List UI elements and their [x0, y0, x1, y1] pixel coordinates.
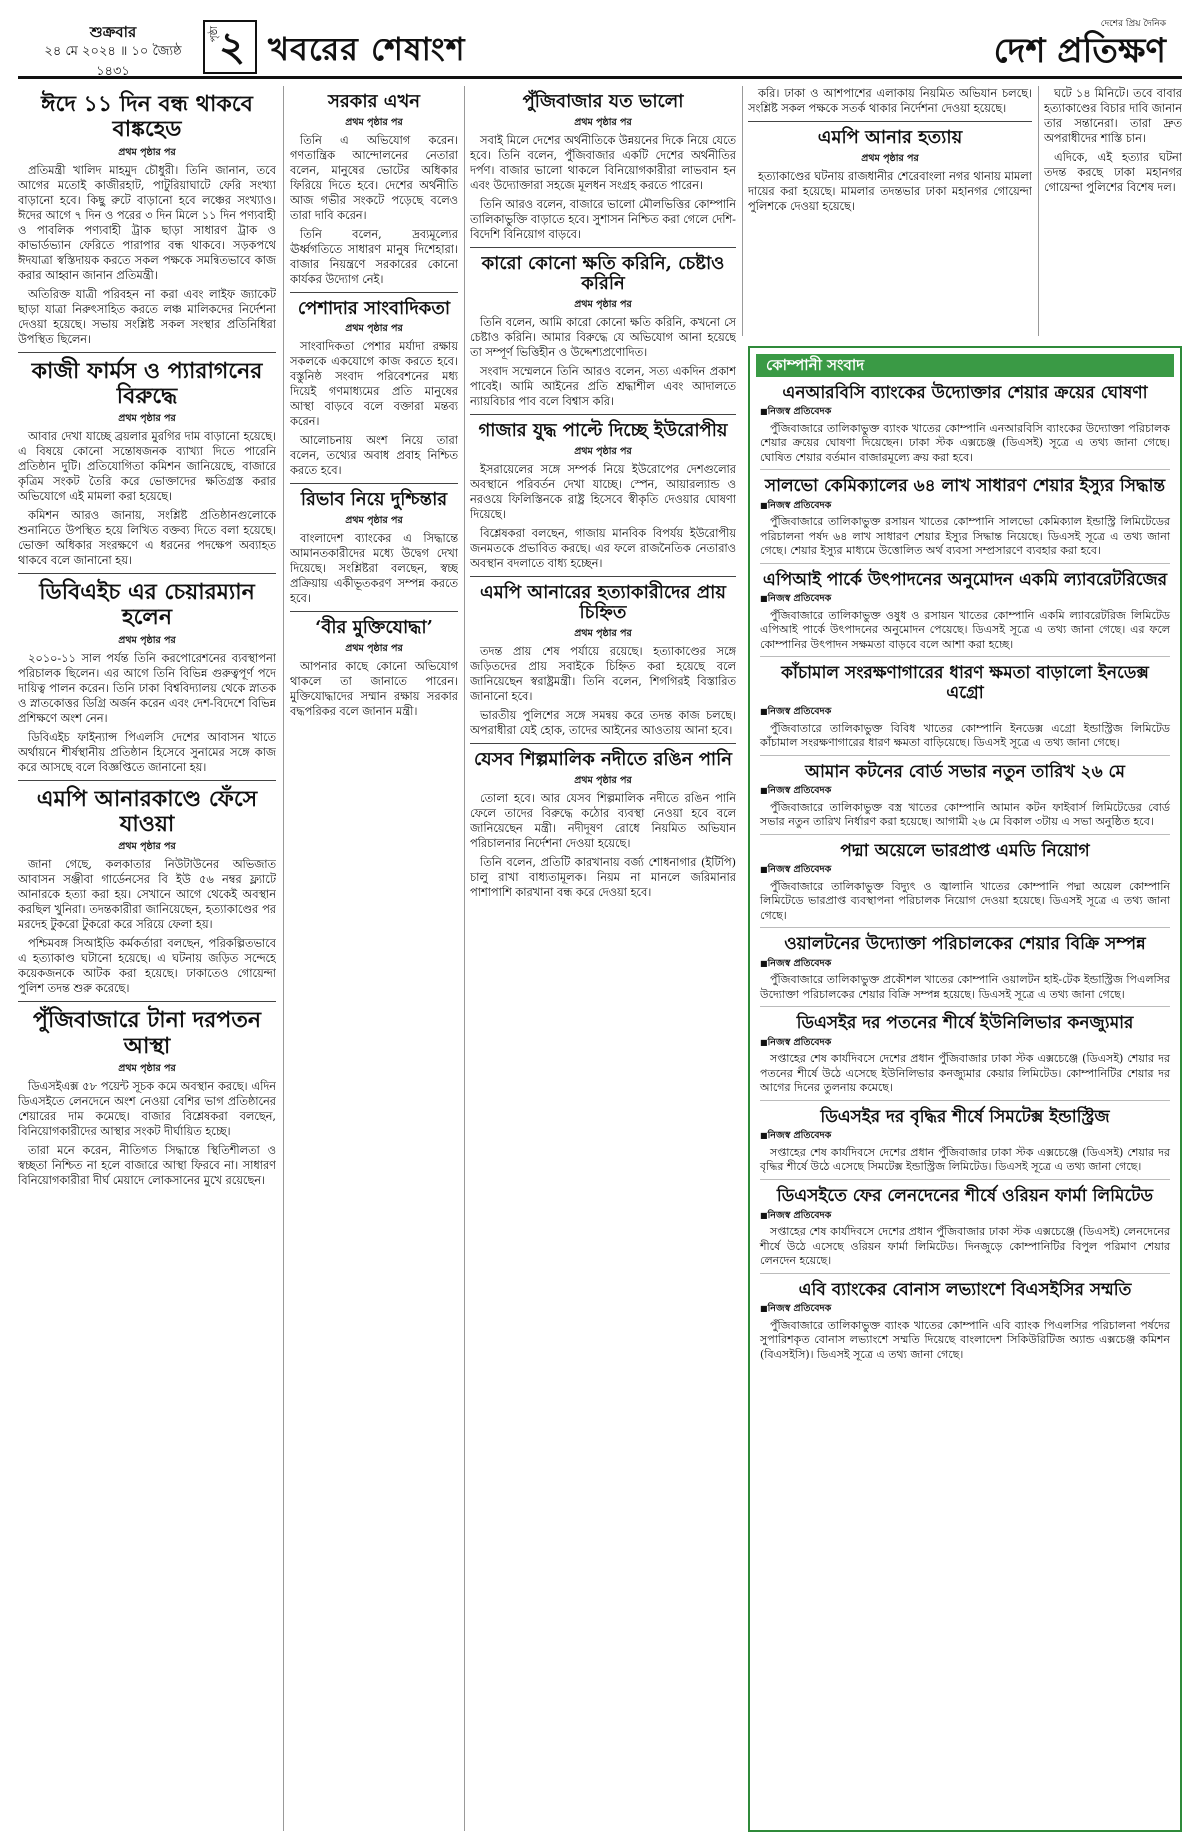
- news-divider: [760, 1273, 1170, 1274]
- continued-note: প্রথম পৃষ্ঠার পর: [118, 413, 176, 425]
- section-title: খবরের শেষাংশ: [268, 30, 466, 68]
- news-divider: [760, 755, 1170, 756]
- article-paragraph: ২০১০-১১ সাল পর্যন্ত তিনি করপোরেশনের ব্যবস্থাপনা পরিচালক ছিলেন। এর আগে তিনি বিভিন্ন গুরুত্বপূর্ণ পদে দায়িত্ব পালন করেন। তিনি ঢাকা বিশ্ববিদ্যালয় থেকে স্নাতক ও স্নাতকোত্তর ডিগ্রি অর্জন করেন এবং দেশ-বিদেশে বিভিন্ন প্রশিক্ষণে অংশ নেন।: [18, 651, 276, 725]
- continued-note: প্রথম পৃষ্ঠার পর: [574, 299, 632, 311]
- article: [470, 743, 736, 900]
- news-headline: এনআরবিসি ব্যাংকের উদ্যোক্তার শেয়ার ক্রয়ের ঘোষণা: [782, 382, 1148, 403]
- article-headline: ডিবিএইচ এর চেয়ারম্যান হলেন: [39, 579, 255, 631]
- article-headline: পুঁজিবাজার যত ভালো: [522, 91, 684, 112]
- article-paragraph: তোলা হবে। আর যেসব শিল্পমালিক নদীতে রঙিন পানি ফেলে তাদের বিরুদ্ধে কঠোর ব্যবস্থা নেওয়া হবে বলে জানিয়েছেন মন্ত্রী। নদীদূষণ রোধে নিয়মিত অভিযান পরিচালনার নির্দেশনা দেওয়া হয়েছে।: [470, 791, 736, 850]
- article-divider: [290, 611, 458, 612]
- company-news-item: [760, 384, 1170, 466]
- article-paragraph: আপনার কাছে কোনো অভিযোগ থাকলে তা জানাতে পারেন। মুক্তিযোদ্ধাদের সম্মান রক্ষায় সরকার বদ্ধপরিকর বলে জানান মন্ত্রী।: [290, 659, 458, 718]
- article-headline: যেসব শিল্পমালিক নদীতে রঙিন পানি: [473, 749, 733, 771]
- news-headline: সালভো কেমিক্যালের ৬৪ লাখ সাধারণ শেয়ার ইস্যুর সিদ্ধান্ত: [764, 476, 1166, 497]
- article-paragraph: সাংবাদিকতা পেশার মর্যাদা রক্ষায় সকলকে একযোগে কাজ করতে হবে। বস্তুনিষ্ঠ সংবাদ পরিবেশনের মধ্য দিয়েই গণমাধ্যমের প্রতি মানুষের আস্থা বাড়বে বলে বক্তারা মন্তব্য করেন।: [290, 340, 458, 429]
- page-label: পৃষ্ঠা: [209, 26, 220, 43]
- news-headline: ডিএসইর দর পতনের শীর্ষে ইউনিলিভার কনজ্যুমার: [796, 1013, 1134, 1034]
- column-3: [470, 86, 736, 1831]
- continued-note: প্রথম পৃষ্ঠার পর: [118, 1062, 176, 1074]
- article-paragraph: ঘটে ১৪ মিনিটে। তবে বাবার হত্যাকাণ্ডের বিচার দাবি জানান তার সন্তানেরা। তারা দ্রুত অপরাধীদের শাস্তি চান।: [1044, 87, 1182, 145]
- news-headline: এবি ব্যাংকের বোনাস লভ্যাংশে বিএসইসির সম্মতি: [798, 1279, 1132, 1300]
- column-divider: [283, 86, 284, 1831]
- article-headline: ‘বীর মুক্তিযোদ্ধা’: [315, 617, 433, 639]
- continued-note: প্রথম পৃষ্ঠার পর: [118, 146, 176, 158]
- article-divider: [470, 576, 736, 577]
- column-2: [290, 86, 458, 1831]
- article-paragraph: তিনি এ অভিযোগ করেন। গণতান্ত্রিক আন্দোলনের নেতারা বলেন, মানুষের ভোটের অধিকার ফিরিয়ে দিতে হবে। দেশের অর্থনীতি আজ গভীর সংকটে পড়েছে বলেও তারা দাবি করেন।: [290, 133, 458, 222]
- article: [18, 573, 276, 775]
- news-body: পুঁজিবাতারে তালিকাভুক্ত বিবিধ খাতের কোম্পানি ইনডেক্স এগ্রো ইন্ডাস্ট্রিজ লিমিটেড কাঁচামাল সংরক্ষণাগারের ধারণ ক্ষমতা বাড়িয়েছে। ডিএসই সূত্রে এ তথ্য জানা গেছে।: [760, 721, 1170, 750]
- column-4: [748, 86, 1032, 336]
- company-news-item: [760, 563, 1170, 653]
- article: [290, 611, 458, 719]
- article-paragraph: অতিরিক্ত যাত্রী পরিবহন না করা এবং লাইফ জ্যাকেট ছাড়া যাত্রা নিরুৎসাহিত করতে লঞ্চ মালিকদের নির্দেশনা দেওয়া হয়েছে। সভায় সংশ্লিষ্ট সকল সংস্থার প্রতিনিধিরা উপস্থিত ছিলেন।: [18, 287, 276, 346]
- article-headline: গাজার যুদ্ধ পাল্টে দিচ্ছে ইউরোপীয়: [478, 420, 728, 442]
- news-divider: [760, 834, 1170, 835]
- continued-note: প্রথম পৃষ্ঠার পর: [574, 116, 632, 128]
- article-headline: সরকার এখন: [327, 91, 421, 112]
- news-headline: ডিএসইতে ফের লেনদেনের শীর্ষে ওরিয়ন ফার্মা লিমিটেড: [776, 1185, 1154, 1206]
- article-paragraph: তিনি বলেন, দ্রব্যমূল্যের ঊর্ধ্বগতিতে সাধারণ মানুষ দিশেহারা। বাজার নিয়ন্ত্রণে সরকারের কোনো কার্যকর উদ্যোগ নেই।: [290, 227, 458, 286]
- article-divider: [470, 247, 736, 248]
- news-divider: [760, 1100, 1170, 1101]
- news-body: পুঁজিবাজারে তালিকাভুক্ত প্রকৌশল খাতের কোম্পানি ওয়ালটন হাই-টেক ইন্ডাস্ট্রিজ পিএলসির উদ্যোক্তা পরিচালকের শেয়ার বিক্রি সম্পন্ন হয়েছে। ডিএসই সূত্রে এ তথ্য জানা গেছে।: [760, 973, 1170, 1001]
- company-news-title: কোম্পানী সংবাদ: [756, 354, 1174, 377]
- news-headline: আমান কটনের বোর্ড সভার নতুন তারিখ ২৬ মে: [805, 761, 1125, 782]
- news-byline: ■ নিজস্ব প্রতিবেদক: [760, 1035, 1170, 1051]
- company-news-item: [760, 834, 1170, 924]
- company-news-item: [760, 755, 1170, 830]
- continued-note: প্রথম পৃষ্ঠার পর: [574, 774, 632, 786]
- company-news-item: [760, 1100, 1170, 1175]
- article-paragraph: জানা গেছে, কলকাতার নিউটাউনের অভিজাত আবাসন সঞ্জীবা গার্ডেনসের বি ইউ ৫৬ নম্বর ফ্ল্যাটে আনারকে হত্যা করা হয়। সেখানে আগে থেকেই অবস্থান করছিল খুনিরা। তদন্তকারীরা জানিয়েছেন, হত্যাকাণ্ডের পর মরদেহ টুকরো টুকরো করে সরিয়ে ফেলা হয়।: [18, 858, 276, 932]
- column-1: [18, 86, 276, 1831]
- article-divider: [290, 292, 458, 293]
- article-paragraph: কমিশন আরও জানায়, সংশ্লিষ্ট প্রতিষ্ঠানগুলোকে শুনানিতে উপস্থিত হয়ে লিখিত বক্তব্য দিতে বলা হয়েছে। ভোক্তা অধিকার সংরক্ষণে এ ধরনের পদক্ষেপ অব্যাহত থাকবে বলে জানানো হয়।: [18, 509, 276, 568]
- article-paragraph: তদন্ত প্রায় শেষ পর্যায়ে রয়েছে। হত্যাকাণ্ডের সঙ্গে জড়িতদের প্রায় সবাইকে চিহ্নিত করা হয়েছে বলে জানিয়েছেন স্বরাষ্ট্রমন্ত্রী। তিনি বলেন, শিগগিরই বিস্তারিত জানানো হবে।: [470, 645, 736, 704]
- article: [290, 92, 458, 287]
- company-news-item: [760, 469, 1170, 559]
- article-paragraph: ভারতীয় পুলিশের সঙ্গে সমন্বয় করে তদন্ত কাজ চলছে। অপরাধীরা যেই হোক, তাদের আইনের আওতায় আনা হবে।: [470, 709, 736, 738]
- news-headline: ওয়ালটনের উদ্যোক্তা পরিচালকের শেয়ার বিক্রি সম্পন্ন: [784, 934, 1146, 955]
- article: [18, 92, 276, 347]
- issue-date: [38, 22, 188, 82]
- article-divider: [18, 780, 276, 781]
- article-paragraph: পশ্চিমবঙ্গ সিআইডি কর্মকর্তারা বলছেন, পরিকল্পিতভাবে এ হত্যাকাণ্ড ঘটানো হয়েছে। এ ঘটনায় জড়িত সন্দেহে কয়েকজনকে আটক করা হয়েছে। ঢাকাতেও গোয়েন্দা পুলিশ তদন্ত শুরু করেছে।: [18, 937, 276, 996]
- article-paragraph: তিনি বলেন, আমি কারো কোনো ক্ষতি করিনি, কখনো সে চেষ্টাও করিনি। আমার বিরুদ্ধে যে অভিযোগ আনা হয়েছে তা সম্পূর্ণ ভিত্তিহীন ও উদ্দেশ্যপ্রণোদিত।: [470, 316, 736, 360]
- news-body: সপ্তাহের শেষ কার্যদিবসে দেশের প্রধান পুঁজিবাজার ঢাকা স্টক এক্সচেঞ্জে (ডিএসই) লেনদেনের শীর্ষে উঠে এসেছে ওরিয়ন ফার্মা লিমিটেড। দিনজুড়ে কোম্পানিটির বিপুল পরিমাণ শেয়ার লেনদেন হয়েছে।: [760, 1225, 1170, 1268]
- article-headline: কারো কোনো ক্ষতি করিনি, চেষ্টাও করিনি: [481, 252, 725, 295]
- logo-name: দেশ প্রতিক্ষণ: [993, 31, 1166, 71]
- article-paragraph: আলোচনায় অংশ নিয়ে তারা বলেন, তথ্যের অবাধ প্রবাহ নিশ্চিত করতে হবে।: [290, 434, 458, 478]
- news-body: পুঁজিবাজারে তালিকাভুক্ত ব্যাংক খাতের কোম্পানি এনআরবিসি ব্যাংকের উদ্যোক্তা পরিচালক শেয়ার ক্রয়ের ঘোষণা দিয়েছেন। ঢাকা স্টক এক্সচেঞ্জ (ডিএসই) সূত্রে এ তথ্য জানা গেছে। ঘোষিত শেয়ার বর্তমান বাজারমূল্যে ক্রয় করা হবে।: [760, 421, 1170, 464]
- news-byline: ■ নিজস্ব প্রতিবেদক: [760, 956, 1170, 972]
- article: [470, 247, 736, 409]
- continued-note: প্রথম পৃষ্ঠার পর: [345, 642, 403, 654]
- news-byline: ■ নিজস্ব প্রতিবেদক: [760, 404, 1170, 420]
- news-byline: ■ নিজস্ব প্রতিবেদক: [760, 1301, 1170, 1317]
- company-news-box: [748, 346, 1182, 1832]
- article-paragraph: বিশ্লেষকরা বলছেন, গাজায় মানবিক বিপর্যয় ইউরোপীয় জনমতকে প্রভাবিত করছে। এর ফলে রাজনৈতিক নেতারাও অবস্থান বদলাতে বাধ্য হচ্ছেন।: [470, 526, 736, 570]
- article-paragraph: সংবাদ সম্মেলনে তিনি আরও বলেন, সত্য একদিন প্রকাশ পাবেই। আমি আইনের প্রতি শ্রদ্ধাশীল এবং আদালতে ন্যায়বিচার পাব বলে বিশ্বাস করি।: [470, 365, 736, 409]
- article-headline: ঈদে ১১ দিন বন্ধ থাকবে বাঙ্কহেড: [41, 91, 253, 143]
- continued-note: প্রথম পৃষ্ঠার পর: [345, 515, 403, 527]
- news-byline: ■ নিজস্ব প্রতিবেদক: [760, 498, 1170, 514]
- article-paragraph: তারা মনে করেন, নীতিগত সিদ্ধান্তে স্থিতিশীলতা ও স্বচ্ছতা নিশ্চিত না হলে বাজারে আস্থা ফিরবে না। সাধারণ বিনিয়োগকারীরা দীর্ঘ মেয়াদে লোকসানের মুখে রয়েছেন।: [18, 1143, 276, 1187]
- company-news-list: [760, 384, 1170, 1363]
- company-news-item: [760, 1273, 1170, 1363]
- news-divider: [760, 1006, 1170, 1007]
- article-paragraph: আবার দেখা যাচ্ছে ব্রয়লার মুরগির দাম বাড়ানো হয়েছে। এ বিষয়ে কোনো সন্তোষজনক ব্যাখ্যা দিতে পারেনি প্রতিষ্ঠান দুটি। প্রতিযোগিতা কমিশন জানিয়েছে, বাজারে কৃত্রিম সংকট তৈরি করে ভোক্তাদের ক্ষতিগ্রস্ত করার অভিযোগে এই মামলা করা হয়েছে।: [18, 430, 276, 504]
- news-byline: ■ নিজস্ব প্রতিবেদক: [760, 704, 1170, 720]
- article: [748, 121, 1032, 214]
- article-paragraph: সবাই মিলে দেশের অর্থনীতিকে উন্নয়নের দিকে নিয়ে যেতে হবে। তিনি বলেন, পুঁজিবাজার একটি দেশের অর্থনীতির দর্পণ। বাজার ভালো থাকলে বিনিয়োগকারীরা লাভবান হন এবং উদ্যোক্তারা সহজে মূলধন সংগ্রহ করতে পারেন।: [470, 133, 736, 192]
- continued-note: প্রথম পৃষ্ঠার পর: [118, 841, 176, 853]
- article-paragraph: তিনি আরও বলেন, বাজারে ভালো মৌলভিত্তির কোম্পানি তালিকাভুক্তি বাড়াতে হবে। সুশাসন নিশ্চিত করা গেলে দেশি-বিদেশি বিনিয়োগ বাড়বে।: [470, 197, 736, 241]
- column-divider: [742, 86, 743, 336]
- issue-day: শুক্রবার: [89, 23, 137, 41]
- news-divider: [760, 469, 1170, 470]
- news-divider: [760, 563, 1170, 564]
- article: [290, 292, 458, 479]
- newspaper-logo: [994, 16, 1166, 71]
- article-headline: এমপি আনারের হত্যাকারীদের প্রায় চিহ্নিত: [480, 581, 726, 624]
- article-divider: [470, 743, 736, 744]
- page-number-box: [203, 20, 257, 74]
- continued-note: প্রথম পৃষ্ঠার পর: [345, 323, 403, 335]
- company-news-item: [760, 927, 1170, 1002]
- news-headline: এপিআই পার্কে উৎপাদনের অনুমোদন একমি ল্যাবরেটরিজের: [762, 569, 1168, 590]
- article-divider: [470, 414, 736, 415]
- article-paragraph: করি। ঢাকা ও আশপাশের এলাকায় নিয়মিত অভিযান চলছে। সংশ্লিষ্ট সকল পক্ষকে সতর্ক থাকার নির্দেশনা দেওয়া হয়েছে।: [748, 87, 1032, 115]
- news-byline: ■ নিজস্ব প্রতিবেদক: [760, 1208, 1170, 1224]
- article-divider: [18, 1001, 276, 1002]
- article-paragraph: ডিএসইএক্স ৫৮ পয়েন্ট সূচক কমে অবস্থান করছে। এদিন ডিএসইতে লেনদেনে অংশ নেওয়া বেশির ভাগ প্রতিষ্ঠানের শেয়ারের দাম কমেছে। বাজার বিশ্লেষকরা বলছেন, বিনিয়োগকারীদের আস্থার সংকট দীর্ঘায়িত হচ্ছে।: [18, 1079, 276, 1138]
- column-divider: [464, 86, 465, 1831]
- logo-tagline: দেশের প্রিয় দৈনিক: [1100, 19, 1166, 29]
- news-divider: [760, 656, 1170, 657]
- article-divider: [18, 352, 276, 353]
- article-divider: [748, 121, 1032, 122]
- news-body: পুঁজিবাজারে তালিকাভুক্ত ওষুধ ও রসায়ন খাতের কোম্পানি একমি ল্যাবরেটরিজ লিমিটেড এপিআই পার্কে উৎপাদনের অনুমোদন পেয়েছে। ডিএসই সূত্রে এ তথ্য জানা গেছে। এর ফলে কোম্পানির উৎপাদন সক্ষমতা বাড়বে বলে আশা করা হচ্ছে।: [760, 608, 1170, 651]
- article-paragraph: প্রতিমন্ত্রী খালিদ মাহমুদ চৌধুরী। তিনি জানান, তবে আগের মতোই কাজীরহাট, পাটুরিয়াঘাটে ফেরি সংখ্যা বাড়ানো হবে। কিছু রুটে বাড়ানো হবে লঞ্চের সংখ্যাও। ঈদের আগে ৭ দিন ও পরের ৩ দিন মিলে ১১ দিন পণ্যবাহী ও পাবলিক পণ্যবাহী ট্রাক ছাড়া সাধারণ ট্রাক ও কাভার্ডভ্যান ফেরিতে পারাপার বন্ধ থাকবে। সড়কপথে ঈদযাত্রা স্বস্তিদায়ক করতে সকল পক্ষকে সমন্বিতভাবে কাজ করার আহ্বান জানান প্রতিমন্ত্রী।: [18, 163, 276, 282]
- news-body: পুঁজিবাজারে তালিকাভুক্ত বস্ত্র খাতের কোম্পানি আমান কটন ফাইবার্স লিমিটেডের বোর্ড সভার নতুন তারিখ নির্ধারণ করা হয়েছে। আগামী ২৬ মে বিকাল ৩টায় এ সভা অনুষ্ঠিত হবে।: [760, 800, 1170, 829]
- article: [18, 352, 276, 569]
- article-divider: [18, 573, 276, 574]
- news-divider: [760, 927, 1170, 928]
- news-byline: ■ নিজস্ব প্রতিবেদক: [760, 862, 1170, 878]
- masthead: [18, 14, 1182, 79]
- news-body: সপ্তাহের শেষ কার্যদিবসে দেশের প্রধান পুঁজিবাজার ঢাকা স্টক এক্সচেঞ্জে (ডিএসই) শেয়ার দর বৃদ্ধির শীর্ষে উঠে এসেছে সিমটেক্স ইন্ডাস্ট্রিজ লিমিটেড। ডিএসই সূত্রে এ তথ্য জানা গেছে।: [760, 1145, 1170, 1174]
- article: [470, 92, 736, 242]
- company-news-item: [760, 1179, 1170, 1269]
- continued-note: প্রথম পৃষ্ঠার পর: [861, 152, 919, 164]
- article: [290, 483, 458, 606]
- article-paragraph: বাংলাদেশ ব্যাংকের এ সিদ্ধান্তে আমানতকারীদের মধ্যে উদ্বেগ দেখা দিয়েছে। সংশ্লিষ্টরা বলছেন, স্বচ্ছ প্রক্রিয়ায় একীভূতকরণ সম্পন্ন করতে হবে।: [290, 532, 458, 606]
- news-body: পুঁজিবাজারে তালিকাভুক্ত রসায়ন খাতের কোম্পানি সালভো কেমিক্যাল ইন্ডাস্ট্রি লিমিটেডের পরিচালনা পর্ষদ ৬৪ লাখ সাধারণ শেয়ার ইস্যুর সিদ্ধান্ত নিয়েছে। ডিএসই সূত্রে এ তথ্য জানা গেছে। শেয়ার ইস্যুর মাধ্যমে উত্তোলিত অর্থ ব্যবসা সম্প্রসারণে ব্যবহার করা হবে।: [760, 515, 1170, 558]
- news-body: পুঁজিবাজারে তালিকাভুক্ত বিদ্যুৎ ও জ্বালানি খাতের কোম্পানি পদ্মা অয়েল কোম্পানি লিমিটেডে ভারপ্রাপ্ত ব্যবস্থাপনা পরিচালক নিয়োগ দেওয়া হয়েছে। ডিএসই সূত্রে এ তথ্য জানা গেছে।: [760, 879, 1170, 922]
- column-divider: [1038, 86, 1039, 336]
- article: [748, 86, 1032, 116]
- article: [1044, 86, 1182, 195]
- article-paragraph: ডিবিএইচ ফাইন্যান্স পিএলসি দেশের আবাসন খাতে অর্থায়নে শীর্ষস্থানীয় প্রতিষ্ঠান হিসেবে সুনামের সঙ্গে কাজ করে আসছে বলে বিজ্ঞপ্তিতে জানানো হয়।: [18, 730, 276, 774]
- news-body: পুঁজিবাজারে তালিকাভুক্ত ব্যাংক খাতের কোম্পানি এবি ব্যাংক পিএলসির পরিচালনা পর্ষদের সুপারিশকৃত বোনাস লভ্যাংশে সম্মতি দিয়েছে বাংলাদেশ সিকিউরিটিজ অ্যান্ড এক্সচেঞ্জ কমিশন (বিএসইসি)। ডিএসই সূত্রে এ তথ্য জানা গেছে।: [760, 1318, 1170, 1361]
- article: [18, 780, 276, 997]
- article: [18, 1001, 276, 1188]
- news-byline: ■ নিজস্ব প্রতিবেদক: [760, 591, 1170, 607]
- news-divider: [760, 1179, 1170, 1180]
- continued-note: প্রথম পৃষ্ঠার পর: [345, 116, 403, 128]
- continued-note: প্রথম পৃষ্ঠার পর: [118, 634, 176, 646]
- article-paragraph: এদিকে, এই হত্যার ঘটনা তদন্ত করছে ঢাকা মহানগর গোয়েন্দা পুলিশের বিশেষ দল।: [1044, 151, 1182, 194]
- company-news-item: [760, 656, 1170, 751]
- article: [470, 414, 736, 571]
- news-byline: ■ নিজস্ব প্রতিবেদক: [760, 783, 1170, 799]
- article-headline: এমপি আনারকাণ্ডে ফেঁসে যাওয়া: [36, 785, 258, 838]
- column-5: [1044, 86, 1182, 336]
- article-headline: এমপি আনার হত্যায়: [817, 127, 963, 148]
- article-divider: [290, 483, 458, 484]
- article-paragraph: হত্যাকাণ্ডের ঘটনায় রাজধানীর শেরেবাংলা নগর থানায় মামলা দায়ের করা হয়েছে। মামলার তদন্তভার ঢাকা মহানগর গোয়েন্দা পুলিশকে দেওয়া হয়েছে।: [748, 169, 1032, 213]
- article-paragraph: ইসরায়েলের সঙ্গে সম্পর্ক নিয়ে ইউরোপের দেশগুলোর অবস্থানে পরিবর্তন দেখা যাচ্ছে। স্পেন, আয়ারল্যান্ড ও নরওয়ে ফিলিস্তিনকে রাষ্ট্র হিসেবে স্বীকৃতি দেওয়ার ঘোষণা দিয়েছে।: [470, 462, 736, 521]
- continued-note: প্রথম পৃষ্ঠার পর: [574, 628, 632, 640]
- article: [470, 576, 736, 738]
- page-number: ২: [219, 23, 246, 70]
- article-headline: রিভাব নিয়ে দুশ্চিন্তার: [300, 489, 448, 511]
- article-headline: পুঁজিবাজারে টানা দরপতন আস্থা: [33, 1007, 261, 1059]
- news-byline: ■ নিজস্ব প্রতিবেদক: [760, 1128, 1170, 1144]
- company-news-item: [760, 1006, 1170, 1096]
- news-headline: কাঁচামাল সংরক্ষণাগারের ধারণ ক্ষমতা বাড়ালো ইনডেক্স এগ্রো: [781, 663, 1149, 703]
- article-headline: পেশাদার সাংবাদিকতা: [297, 297, 451, 319]
- news-headline: ডিএসইর দর বৃদ্ধির শীর্ষে সিমটেক্স ইন্ডাস্ট্রিজ: [820, 1106, 1110, 1127]
- news-headline: পদ্মা অয়েলে ভারপ্রাপ্ত এমডি নিয়োগ: [840, 840, 1090, 861]
- article-headline: কাজী ফার্মস ও প্যারাগনের বিরুদ্ধে: [31, 357, 263, 409]
- article-paragraph: তিনি বলেন, প্রতিটি কারখানায় বর্জ্য শোধনাগার (ইটিপি) চালু রাখা বাধ্যতামূলক। নিয়ম না মানলে জরিমানার পাশাপাশি কারখানা বন্ধ করে দেওয়া হবে।: [470, 855, 736, 899]
- continued-note: প্রথম পৃষ্ঠার পর: [574, 445, 632, 457]
- news-body: সপ্তাহের শেষ কার্যদিবসে দেশের প্রধান পুঁজিবাজার ঢাকা স্টক এক্সচেঞ্জে (ডিএসই) শেয়ার দর পতনের শীর্ষে উঠে এসেছে ইউনিলিভার কনজ্যুমার কেয়ার লিমিটেড। কোম্পানিটির শেয়ার দর আগের দিনের তুলনায় কমেছে।: [760, 1052, 1170, 1095]
- issue-date-text: ২৪ মে ২০২৪ ॥ ১০ জ্যৈষ্ঠ ১৪৩১: [44, 44, 182, 79]
